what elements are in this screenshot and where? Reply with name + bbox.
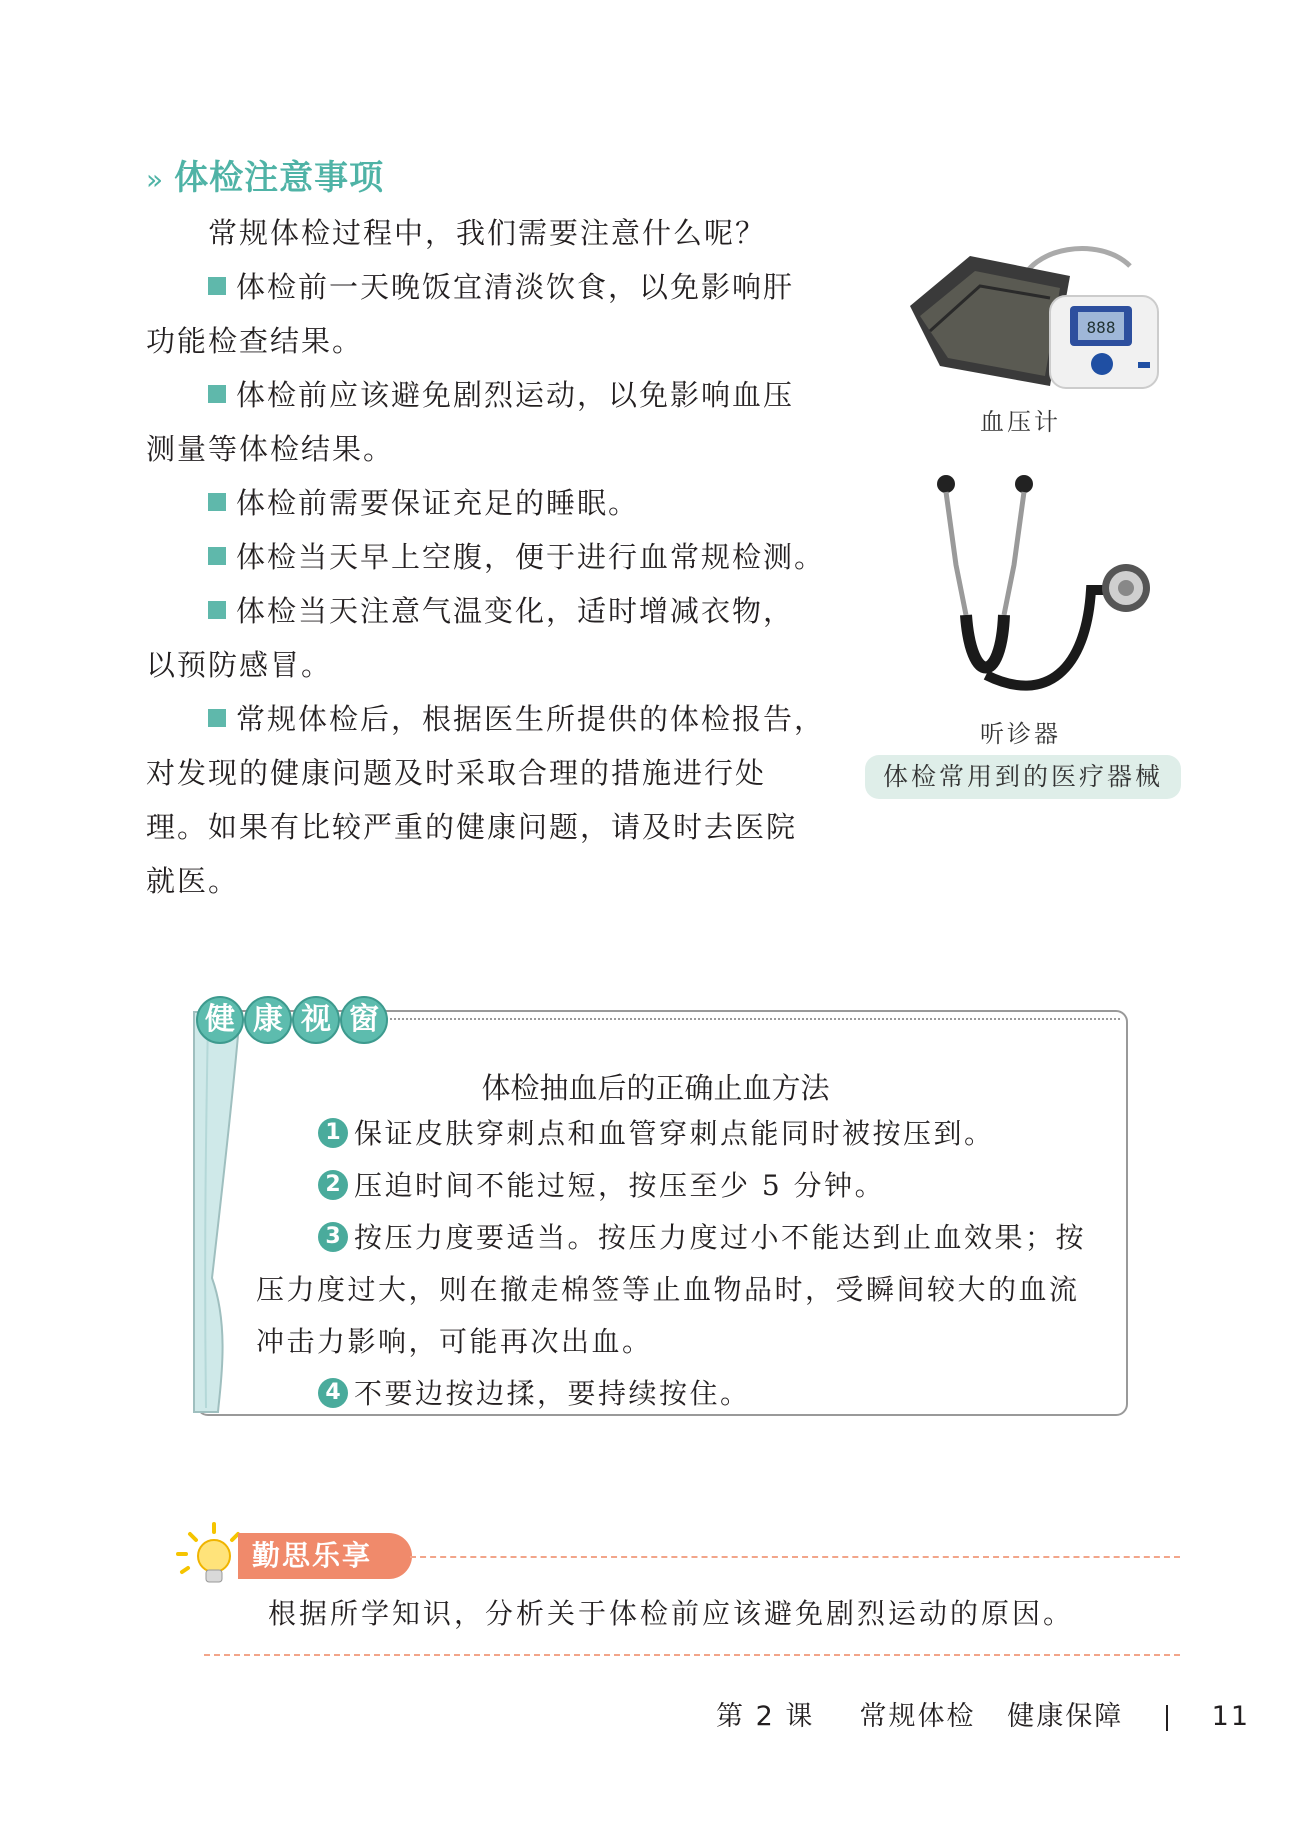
footer-separator — [1166, 1705, 1168, 1731]
intro-paragraph: 常规体检过程中，我们需要注意什么呢？ — [208, 216, 767, 250]
stethoscope-caption: 听诊器 — [980, 720, 1061, 748]
health-window-title: 体检抽血后的正确止血方法 — [481, 1071, 830, 1105]
square-bullet-icon — [208, 385, 226, 403]
tag-char: 健 — [196, 996, 244, 1044]
square-bullet-icon — [208, 277, 226, 295]
list-item: 4 不要边按边揉，要持续按住。 — [318, 1368, 751, 1420]
page-number: 11 — [1211, 1701, 1251, 1732]
list-item: 体检当天注意气温变化，适时增减衣物， 以预防感冒。 — [146, 594, 795, 682]
think-share-text: 根据所学知识，分析关于体检前应该避免剧烈运动的原因。 — [268, 1597, 1075, 1630]
number-badge-icon: 4 — [318, 1378, 348, 1408]
number-badge-icon: 3 — [318, 1222, 348, 1252]
list-item: 1 保证皮肤穿刺点和血管穿刺点能同时被按压到。 — [318, 1108, 995, 1160]
dashed-divider — [204, 1654, 1180, 1656]
lesson-title: 常规体检 健康保障 — [859, 1701, 1124, 1732]
section-heading — [146, 150, 384, 199]
figure-group-caption: 体检常用到的医疗器械 — [865, 755, 1181, 799]
section-title: 体检注意事项 — [174, 158, 385, 198]
square-bullet-icon — [208, 547, 226, 565]
list-item: 3 按压力度要适当。按压力度过小不能达到止血效果；按 — [318, 1212, 1086, 1264]
list-item: 常规体检后，根据医生所提供的体检报告， 对发现的健康问题及时采取合理的措施进行处 理。如果有比较严重的健康问题，请及时去医院 就医。 — [146, 702, 826, 898]
number-badge-icon: 1 — [318, 1118, 348, 1148]
list-item: 体检当天早上空腹，便于进行血常规检测。 — [146, 530, 826, 584]
tag-char: 康 — [244, 996, 292, 1044]
blood-pressure-monitor-image — [900, 236, 1160, 396]
list-item: 体检前应该避免剧烈运动，以免影响血压 测量等体检结果。 — [146, 378, 795, 466]
stethoscope-image — [896, 470, 1176, 700]
list-item: 体检前一天晚饭宜清淡饮食，以免影响肝 功能检查结果。 — [146, 270, 795, 358]
tag-char: 窗 — [340, 996, 388, 1044]
svg-text:888: 888 — [1086, 318, 1116, 337]
tag-char: 视 — [292, 996, 340, 1044]
square-bullet-icon — [208, 601, 226, 619]
list-item-continuation: 压力度过大，则在撤走棉签等止血物品时，受瞬间较大的血流 — [256, 1273, 1080, 1306]
dotted-divider — [382, 1018, 1120, 1020]
square-bullet-icon — [208, 709, 226, 727]
list-item-continuation: 冲击力影响，可能再次出血。 — [256, 1325, 653, 1358]
chevron-right-icon: » — [146, 163, 165, 196]
page-footer — [716, 1694, 1250, 1733]
list-item: 2 压迫时间不能过短，按压至少 5 分钟。 — [318, 1160, 885, 1212]
dashed-divider — [410, 1556, 1180, 1558]
number-badge-icon: 2 — [318, 1170, 348, 1200]
lesson-number: 第 2 课 — [716, 1701, 815, 1732]
think-share-tag: 勤思乐享 — [238, 1533, 412, 1579]
square-bullet-icon — [208, 493, 226, 511]
list-item: 体检前需要保证充足的睡眠。 — [146, 476, 826, 530]
bp-caption: 血压计 — [980, 408, 1061, 436]
